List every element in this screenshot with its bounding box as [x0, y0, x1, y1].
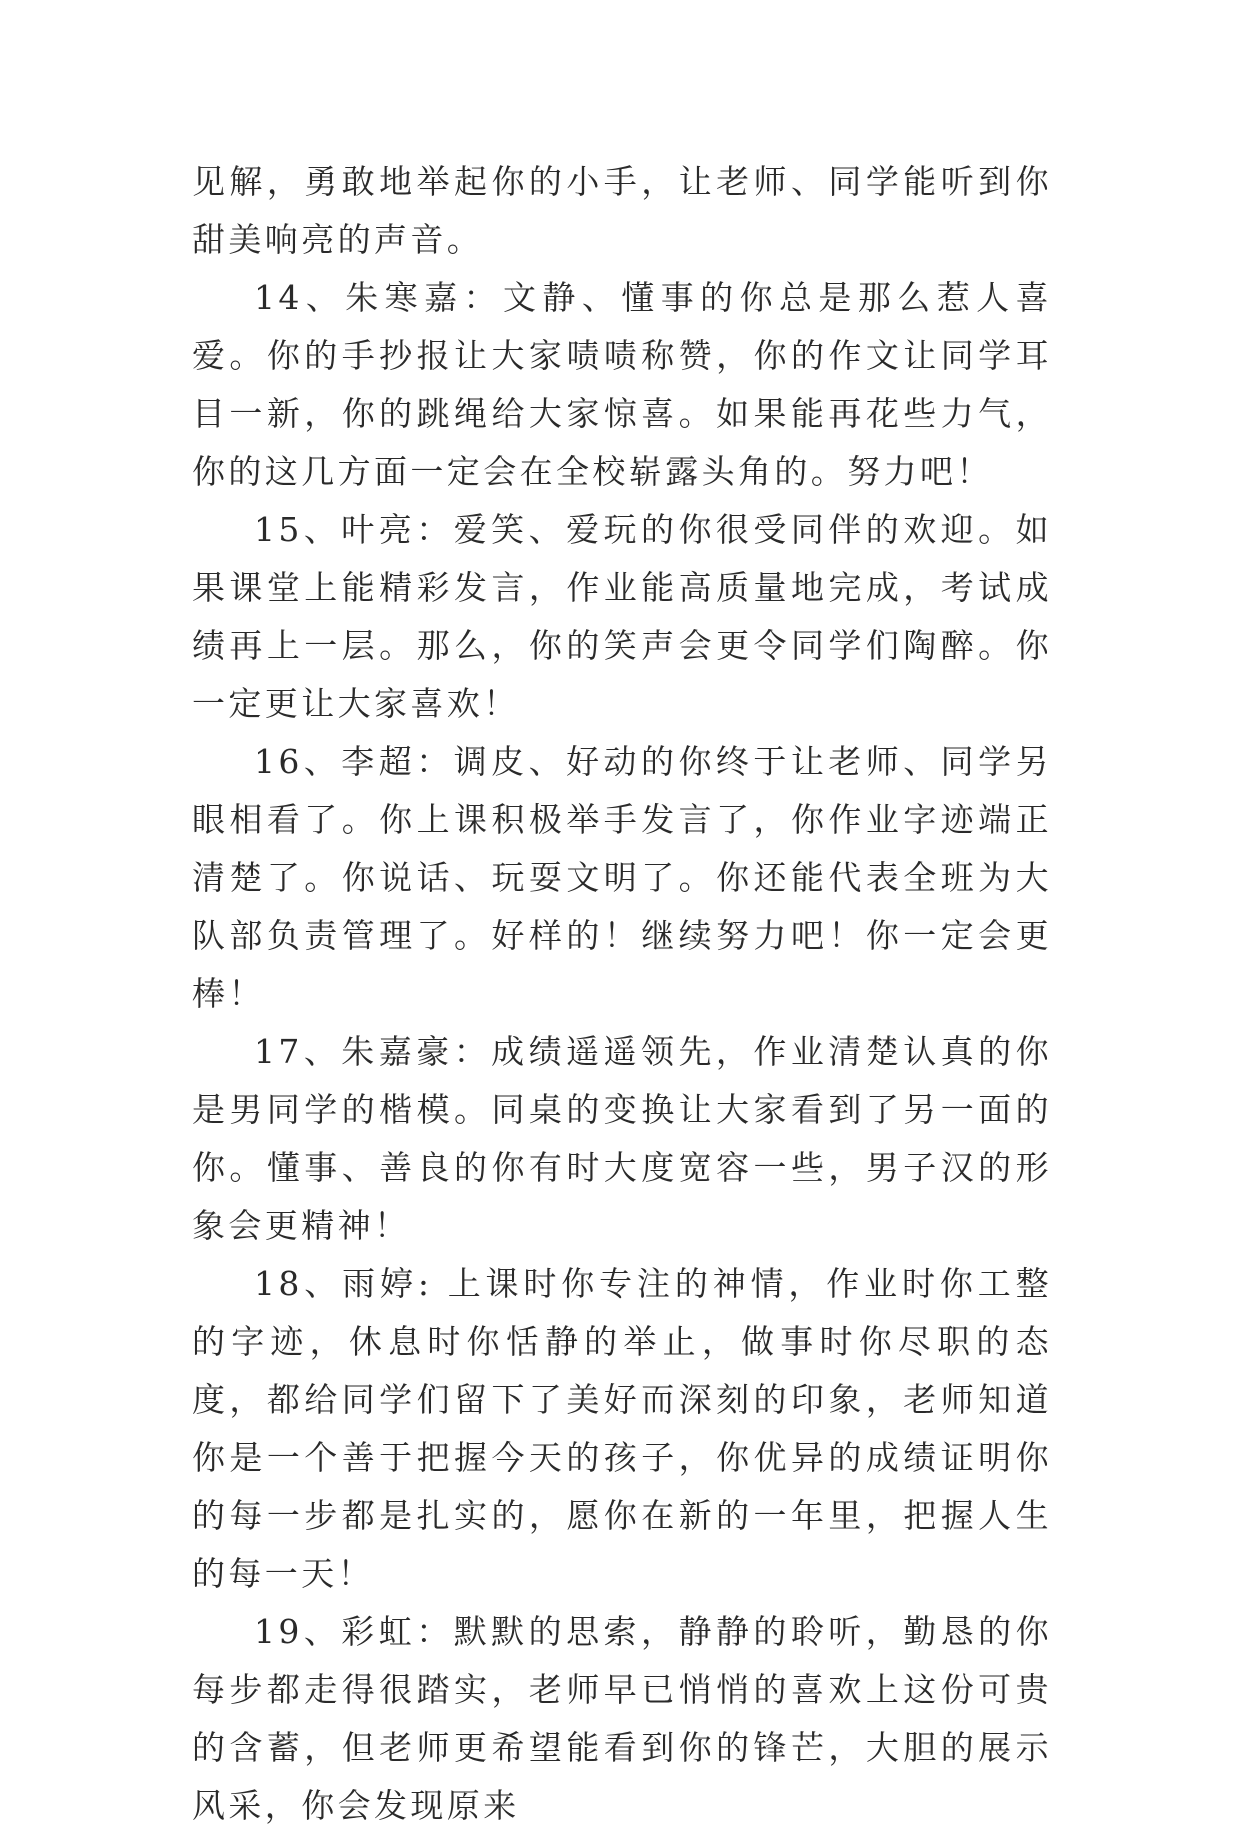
body-text [192, 153, 1052, 1835]
paragraph-continuation: 见解，勇敢地举起你的小手，让老师、同学能听到你甜美响亮的声音。 [192, 162, 1052, 259]
paragraph-comment-19: 19、彩虹：默默的思索，静静的聆听，勤恳的你每步都走得很踏实，老师早已悄悄的喜欢上这份可贵的含蓄，但老师更希望能看到你的锋芒，大胆的展示风采，你会发现原来 [192, 1612, 1052, 1825]
paragraph-comment-16: 16、李超：调皮、好动的你终于让老师、同学另眼相看了。你上课积极举手发言了，你作业字迹端正清楚了。你说话、玩耍文明了。你还能代表全班为大队部负责管理了。好样的！继续努力吧！你一定会更棒！ [192, 742, 1052, 1013]
paragraph-comment-18: 18、雨婷: 上课时你专注的神情，作业时你工整的字迹，休息时你恬静的举止，做事时你尽职的态度，都给同学们留下了美好而深刻的印象，老师知道你是一个善于把握今天的孩子，你优异的成绩证明你的每一步都是扎实的，愿你在新的一年里，把握人生的每一天！ [192, 1264, 1052, 1593]
paragraph-comment-15: 15、叶亮：爱笑、爱玩的你很受同伴的欢迎。如果课堂上能精彩发言，作业能高质量地完成，考试成绩再上一层。那么，你的笑声会更令同学们陶醉。你一定更让大家喜欢！ [192, 510, 1052, 723]
paragraph-comment-17: 17、朱嘉豪：成绩遥遥领先，作业清楚认真的你是男同学的楷模。同桌的变换让大家看到了另一面的你。懂事、善良的你有时大度宽容一些，男子汉的形象会更精神！ [192, 1032, 1052, 1245]
paragraph-comment-14: 14、朱寒嘉：文静、懂事的你总是那么惹人喜爱。你的手抄报让大家啧啧称赞，你的作文让同学耳目一新，你的跳绳给大家惊喜。如果能再花些力气，你的这几方面一定会在全校崭露头角的。努力吧！ [192, 278, 1052, 491]
